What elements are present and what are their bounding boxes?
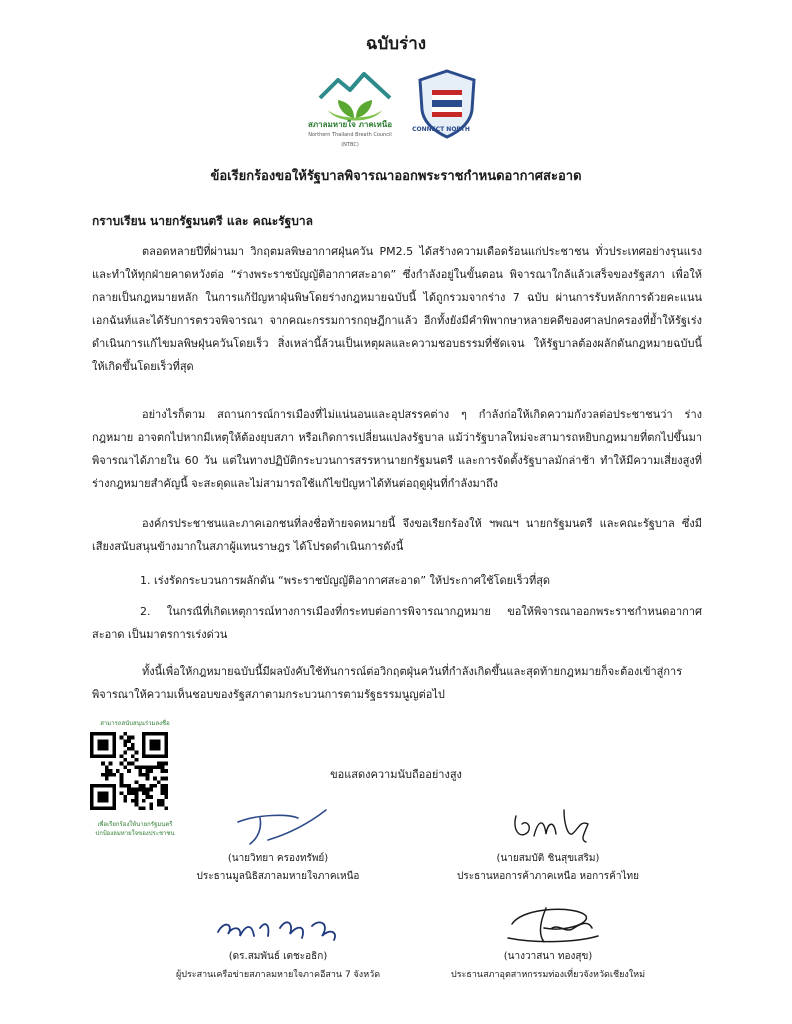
breath-council-subtitle: Northern Thailand Breath Council (NTBC) [308, 132, 392, 148]
signature-4-icon [468, 898, 628, 948]
connect-north-logo-text: CONNECT NORTH [412, 126, 470, 133]
request-item-2: 2. ในกรณีที่เกิดเหตุการณ์ทางการเมืองที่กระทบต่อการพิจารณากฎหมาย ขอให้พิจารณาออกพระราชกำหนดอากาศสะอาด เป็นมาตรการเร่งด่วน [92, 605, 702, 641]
breath-council-name: สภาลมหายใจ ภาคเหนือ [307, 120, 393, 129]
signature-3-icon [198, 898, 358, 948]
paragraph-1: ตลอดหลายปีที่ผ่านมา วิกฤตมลพิษอากาศฝุ่นควัน PM2.5 ได้สร้างความเดือดร้อนแก่ประชาชน ทั่วประเทศอย่างรุนแรง และทำให้ทุกฝ่ายคาดหวังต่อ “ร่างพระราชบัญญัติอากาศสะอาด” ซึ่งกำลังอยู่ในขั้นตอน พิจารณาใกล้แล้วเสร็จของรัฐสภา เพื่อให้กลายเป็นกฎหมายหลัก ในการแก้ปัญหาฝุ่นพิษโดยร่างกฎหมายฉบับนี้ ได้ถูกรวมจากร่าง 7 ฉบับ ผ่านการรับหลักการด้วยคะแนนเอกฉันท์และได้รับการตรวจพิจารณา จากคณะกรรมการกฤษฎีกาแล้ว อีกทั้งยังมีคำพิพากษาหลายคดีของศาลปกครองที่ย้ำให้รัฐเร่งดำเนินการแก้ไขมลพิษฝุ่นควันโดยเร็ว สิ่งเหล่านี้ล้วนเป็นเหตุผลและความชอบธรรมที่ชัดเจน ให้รัฐบาลต้องผลักดันกฎหมายฉบับนี้ให้เกิดขึ้นโดยเร็วที่สุด [92, 245, 702, 373]
signatory-title: ประธานมูลนิธิสภาลมหายใจภาคเหนือ [196, 871, 360, 882]
paragraph-4: ทั้งนี้เพื่อให้กฎหมายฉบับนี้มีผลบังคับใช้ทันการณ์ต่อวิกฤตฝุ่นควันที่กำลังเกิดขึ้นและสุดท้ายกฎหมายก็จะต้องเข้าสู่การพิจารณาให้ความเห็นชอบของรัฐสภาตามกระบวนการตามรัฐธรรมนูญต่อไป [92, 665, 683, 701]
qr-caption-line-1: เพื่อเรียกร้องให้นายกรัฐมนตรี [97, 821, 173, 828]
signatory-name: (นายวิทยา ครองทรัพย์) [227, 853, 329, 864]
signatory-block [418, 800, 678, 886]
logo-row [300, 68, 500, 148]
draft-label: ฉบับร่าง [365, 34, 427, 54]
signatory-block [148, 800, 408, 886]
salutation: กราบเรียน นายกรัฐมนตรี และ คณะรัฐบาล [92, 214, 313, 228]
qr-caption-top: สามารถสนับสนุนร่วมลงชื่อ [100, 720, 170, 727]
signatory-name: (ดร.สมพันธ์ เตชะอธิก) [228, 951, 328, 962]
closing-line: ขอแสดงความนับถืออย่างสูง [330, 768, 462, 781]
signature-2-icon [468, 800, 628, 850]
signatory-name: (นายสมบัติ ชินสุขเสริม) [496, 853, 600, 864]
breath-council-logo-text [300, 120, 400, 150]
signatory-block [148, 898, 408, 984]
request-item-1: 1. เร่งรัดกระบวนการผลักดัน “พระราชบัญญัติอากาศสะอาด” ให้ประกาศใช้โดยเร็วที่สุด [140, 574, 551, 587]
signatory-title: ประธานหอการค้าภาคเหนือ หอการค้าไทย [457, 871, 639, 882]
document-title: ข้อเรียกร้องขอให้รัฐบาลพิจารณาออกพระราชกำหนดอากาศสะอาด [210, 169, 582, 184]
paragraph-2: อย่างไรก็ตาม สถานการณ์การเมืองที่ไม่แน่นอนและอุปสรรคต่าง ๆ กำลังก่อให้เกิดความกังวลต่อประชาชนว่า ร่างกฎหมาย อาจตกไปหากมีเหตุให้ต้องยุบสภา หรือเกิดการเปลี่ยนแปลงรัฐบาล แม้ว่ารัฐบาลใหม่จะสามารถหยิบกฎหมายที่ตกไปขึ้นมาพิจารณาได้ภายใน 60 วัน แต่ในทางปฏิบัติกระบวนการสรรหานายกรัฐมนตรี และการจัดตั้งรัฐบาลมักล่าช้า ทำให้มีความเสี่ยงสูงที่ร่างกฎหมายสำคัญนี้ จะสะดุดและไม่สามารถใช้แก้ไขปัญหาได้ทันต่อฤดูฝุ่นที่กำลังมาถึง [92, 408, 702, 490]
signature-1-icon [198, 800, 358, 850]
signatory-title: ประธานสภาอุตสาหกรรมท่องเที่ยวจังหวัดเชียงใหม่ [450, 970, 646, 980]
signatory-title: ผู้ประสานเครือข่ายสภาลมหายใจภาคอีสาน 7 จังหวัด [175, 970, 381, 980]
signatory-block [418, 898, 678, 984]
qr-caption-line-2: ปกป้องลมหายใจของประชาชน [95, 830, 175, 837]
signatory-name: (นางวาสนา ทองสุข) [503, 951, 593, 962]
paragraph-3: องค์กรประชาชนและภาคเอกชนที่ลงชื่อท้ายจดหมายนี้ จึงขอเรียกร้องให้ ฯพณฯ นายกรัฐมนตรี และคณะรัฐบาล ซึ่งมีเสียงสนับสนุนข้างมากในสภาผู้แทนราษฎร ได้โปรดดำเนินการดังนี้ [92, 517, 702, 553]
